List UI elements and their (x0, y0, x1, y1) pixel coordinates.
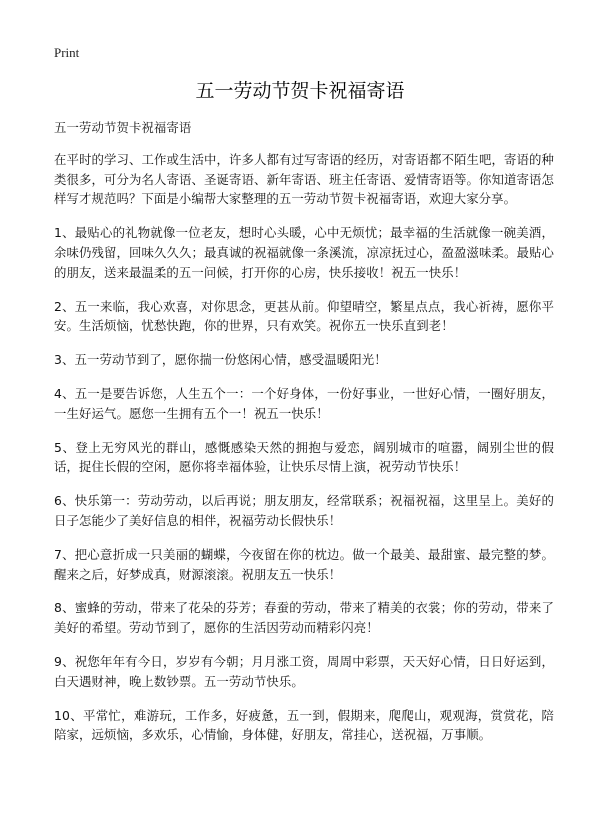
blessing-item-10: 10、平常忙，难游玩，工作多，好疲惫，五一到，假期来，爬爬山，观观海，赏赏花，陪陪家，远烦恼，多欢乐，心情愉，身体健，好朋友，常挂心，送祝福，万事顺。 (54, 707, 554, 743)
blessing-item-9: 9、祝您年年有今日，岁岁有今朝；月月涨工资，周周中彩票，天天好心情，日日好运到，白天遇财神，晚上数钞票。五一劳动节快乐。 (54, 653, 554, 689)
intro-paragraph: 在平时的学习、工作或生活中，许多人都有过写寄语的经历，对寄语都不陌生吧，寄语的种类很多，可分为名人寄语、圣诞寄语、新年寄语、班主任寄语、爱情寄语等。你知道寄语怎样写才规范吗？下面是小编帮大家整理的五一劳动节贺卡祝福寄语，欢迎大家分享。 (54, 151, 554, 207)
blessing-item-3: 3、五一劳动节到了，愿你揣一份悠闲心情，感受温暖阳光！ (54, 352, 387, 368)
blessing-item-7: 7、把心意折成一只美丽的蝴蝶，今夜留在你的枕边。做一个最美、最甜蜜、最完整的梦。醒来之后，好梦成真，财源滚滚。祝朋友五一快乐！ (54, 546, 554, 582)
print-link[interactable]: Print (54, 45, 80, 60)
blessing-item-1: 1、最贴心的礼物就像一位老友，想时心头暖，心中无烦忧；最幸福的生活就像一碗美酒，余味仍残留，回味久久久；最真诚的祝福就像一条溪流，凉凉抚过心，盈盈滋味柔。最贴心的朋友，送来最温柔的五一问候，打开你的心房，快乐接收！祝五一快乐！ (54, 225, 554, 280)
article-body (54, 118, 554, 759)
article-subtitle: 五一劳动节贺卡祝福寄语 (54, 120, 192, 135)
blessing-item-8: 8、蜜蜂的劳动，带来了花朵的芬芳；春蚕的劳动，带来了精美的衣裳；你的劳动，带来了美好的希望。劳动节到了，愿你的生活因劳动而精彩闪亮！ (54, 600, 554, 636)
blessing-item-4: 4、五一是要告诉您，人生五个一：一个好身体，一份好事业，一世好心情，一圈好朋友，一生好运气。愿您一生拥有五个一！祝五一快乐！ (54, 385, 554, 421)
blessing-item-6: 6、快乐第一：劳动劳动，以后再说；朋友朋友，经常联系；祝福祝福，这里呈上。美好的日子怎能少了美好信息的相伴，祝福劳动长假快乐！ (54, 493, 554, 528)
blessing-item-5: 5、登上无穷风光的群山，感慨感染天然的拥抱与爱恋，阔别城市的喧嚣，阔别尘世的假话，捉住长假的空闲，愿你将幸福体验，让快乐尽情上演，祝劳动节快乐！ (54, 439, 554, 475)
page-title: 五一劳动节贺卡祝福寄语 (195, 80, 405, 102)
blessing-item-2: 2、五一来临，我心欢喜，对你思念，更甚从前。仰望晴空，繁星点点，我心祈祷，愿你平安。生活烦恼，忧愁快跑，你的世界，只有欢笑。祝你五一快乐直到老！ (54, 298, 554, 334)
